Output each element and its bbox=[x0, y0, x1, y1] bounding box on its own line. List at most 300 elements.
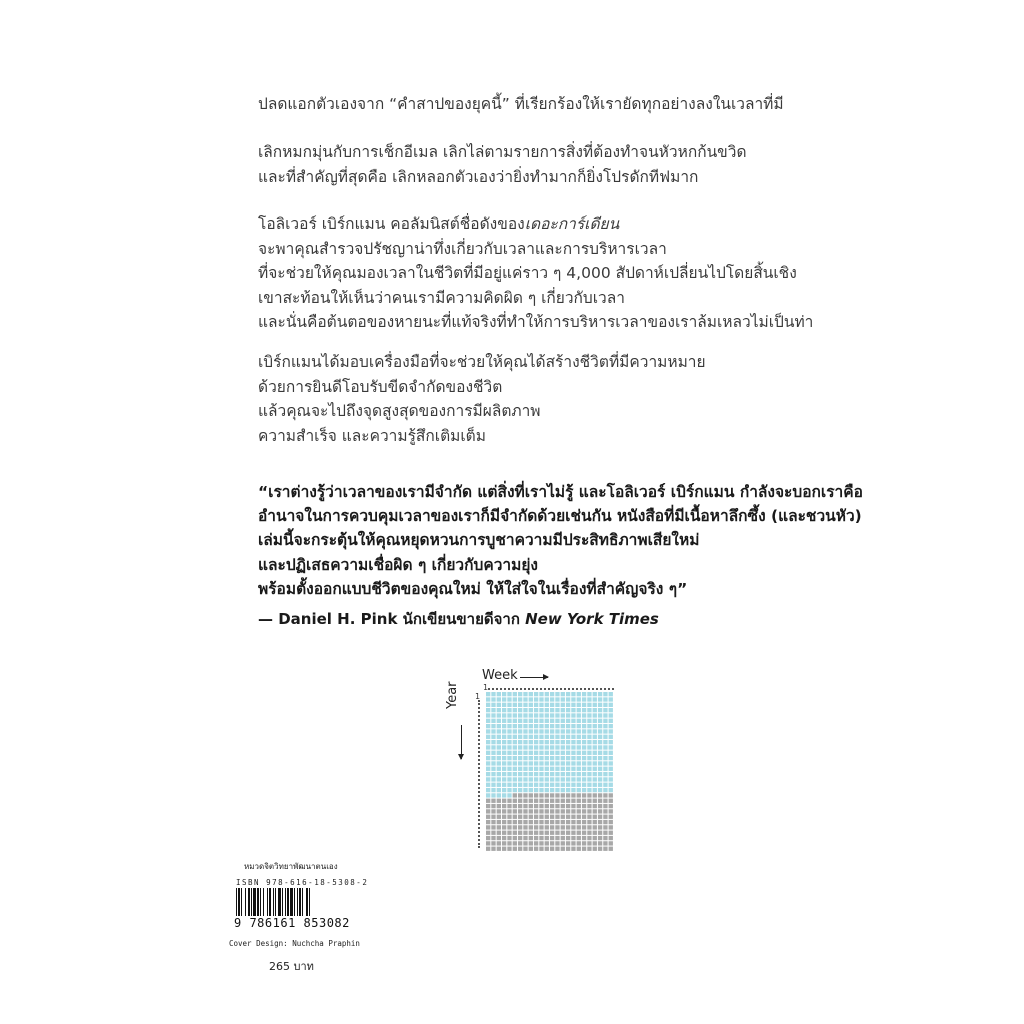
week-cell-lived bbox=[550, 703, 554, 707]
week-cell-lived bbox=[491, 697, 495, 701]
week-cell-lived bbox=[497, 735, 501, 739]
week-cell-lived bbox=[587, 767, 591, 771]
week-cell-lived bbox=[502, 724, 506, 728]
week-cell-lived bbox=[550, 777, 554, 781]
week-cell-lived bbox=[582, 724, 586, 728]
week-cell-lived bbox=[593, 788, 597, 792]
week-cell-lived bbox=[518, 724, 522, 728]
week-cell-lived bbox=[523, 777, 527, 781]
week-cell-lived bbox=[593, 729, 597, 733]
week-cell-lived bbox=[486, 777, 490, 781]
week-cell-remaining bbox=[587, 804, 591, 808]
week-cell-lived bbox=[545, 692, 549, 696]
week-cell-lived bbox=[513, 788, 517, 792]
week-cell-remaining bbox=[502, 841, 506, 845]
week-cell-lived bbox=[582, 713, 586, 717]
week-cell-lived bbox=[545, 783, 549, 787]
week-cell-remaining bbox=[534, 831, 538, 835]
week-cell-lived bbox=[529, 719, 533, 723]
week-cell-lived bbox=[523, 756, 527, 760]
week-cell-lived bbox=[545, 735, 549, 739]
week-cell-remaining bbox=[561, 841, 565, 845]
week-cell-remaining bbox=[582, 793, 586, 797]
week-cell-remaining bbox=[555, 815, 559, 819]
barcode-bar bbox=[282, 888, 283, 916]
week-cell-remaining bbox=[518, 836, 522, 840]
week-cell-lived bbox=[582, 697, 586, 701]
week-cell-lived bbox=[609, 783, 613, 787]
week-cell-lived bbox=[529, 767, 533, 771]
week-cell-lived bbox=[566, 772, 570, 776]
week-cell-lived bbox=[523, 788, 527, 792]
week-cell-lived bbox=[497, 788, 501, 792]
week-cell-lived bbox=[571, 772, 575, 776]
week-cell-lived bbox=[486, 783, 490, 787]
week-cell-remaining bbox=[523, 815, 527, 819]
week-cell-lived bbox=[534, 745, 538, 749]
quote-line: พร้อมตั้งออกแบบชีวิตของคุณใหม่ ให้ใส่ใจในเรื่องที่สำคัญจริง ๆ” bbox=[258, 579, 688, 598]
week-cell-remaining bbox=[518, 831, 522, 835]
week-cell-lived bbox=[539, 783, 543, 787]
week-cell-lived bbox=[507, 761, 511, 765]
week-cell-remaining bbox=[561, 836, 565, 840]
week-cell-remaining bbox=[539, 847, 543, 851]
week-cell-lived bbox=[497, 724, 501, 728]
barcode-bar bbox=[260, 888, 261, 916]
barcode-bar bbox=[251, 888, 252, 916]
week-cell-lived bbox=[534, 767, 538, 771]
week-cell-lived bbox=[518, 703, 522, 707]
week-cell-lived bbox=[571, 708, 575, 712]
week-cell-remaining bbox=[513, 847, 517, 851]
week-cell-lived bbox=[523, 740, 527, 744]
week-cell-lived bbox=[518, 692, 522, 696]
week-cell-remaining bbox=[587, 809, 591, 813]
week-cell-remaining bbox=[502, 820, 506, 824]
book-category: หมวดจิตวิทยาพัฒนาตนเอง bbox=[244, 862, 338, 871]
week-cell-remaining bbox=[529, 847, 533, 851]
week-cell-remaining bbox=[593, 804, 597, 808]
barcode-bar bbox=[245, 888, 246, 916]
week-cell-lived bbox=[603, 788, 607, 792]
week-cell-lived bbox=[502, 692, 506, 696]
week-cell-remaining bbox=[577, 847, 581, 851]
week-cell-lived bbox=[550, 756, 554, 760]
week-cell-remaining bbox=[523, 793, 527, 797]
week-cell-lived bbox=[534, 697, 538, 701]
week-cell-lived bbox=[577, 735, 581, 739]
week-cell-remaining bbox=[566, 804, 570, 808]
week-cell-remaining bbox=[534, 809, 538, 813]
week-cell-lived bbox=[539, 713, 543, 717]
week-cell-remaining bbox=[598, 836, 602, 840]
week-cell-lived bbox=[609, 767, 613, 771]
week-cell-remaining bbox=[529, 825, 533, 829]
week-cell-lived bbox=[550, 713, 554, 717]
week-cell-lived bbox=[513, 767, 517, 771]
week-cell-remaining bbox=[566, 815, 570, 819]
week-cell-lived bbox=[523, 767, 527, 771]
week-cell-remaining bbox=[609, 841, 613, 845]
attribution-text: — Daniel H. Pink นักเขียนขายดีจาก bbox=[258, 610, 526, 628]
week-cell-remaining bbox=[507, 841, 511, 845]
week-cell-remaining bbox=[497, 815, 501, 819]
week-cell-lived bbox=[577, 719, 581, 723]
week-cell-lived bbox=[555, 724, 559, 728]
week-cell-lived bbox=[513, 745, 517, 749]
week-cell-lived bbox=[507, 708, 511, 712]
week-cell-lived bbox=[513, 761, 517, 765]
week-cell-lived bbox=[534, 703, 538, 707]
week-cell-lived bbox=[507, 783, 511, 787]
week-cell-lived bbox=[545, 767, 549, 771]
week-cell-remaining bbox=[497, 820, 501, 824]
week-cell-remaining bbox=[603, 820, 607, 824]
week-cell-remaining bbox=[534, 799, 538, 803]
week-cell-remaining bbox=[609, 836, 613, 840]
week-cell-lived bbox=[603, 772, 607, 776]
week-cell-remaining bbox=[497, 841, 501, 845]
week-cell-lived bbox=[566, 761, 570, 765]
week-cell-remaining bbox=[518, 804, 522, 808]
week-cell-lived bbox=[550, 783, 554, 787]
week-cell-remaining bbox=[513, 841, 517, 845]
week-cell-lived bbox=[555, 772, 559, 776]
week-cell-remaining bbox=[577, 793, 581, 797]
week-cell-lived bbox=[497, 745, 501, 749]
week-cell-lived bbox=[598, 756, 602, 760]
week-cell-lived bbox=[566, 703, 570, 707]
week-cell-remaining bbox=[550, 825, 554, 829]
week-cell-lived bbox=[534, 751, 538, 755]
quote-line: อำนาจในการควบคุมเวลาของเราก็มีจำกัดด้วยเช่นกัน หนังสือที่มีเนื้อหาลึกซึ้ง (และชวนหัว) bbox=[258, 507, 862, 526]
week-cell-lived bbox=[539, 735, 543, 739]
week-cell-lived bbox=[545, 708, 549, 712]
week-cell-remaining bbox=[534, 793, 538, 797]
week-cell-lived bbox=[486, 761, 490, 765]
week-cell-remaining bbox=[587, 799, 591, 803]
week-cell-remaining bbox=[603, 793, 607, 797]
week-cell-lived bbox=[582, 729, 586, 733]
week-cell-lived bbox=[497, 729, 501, 733]
week-cell-lived bbox=[609, 745, 613, 749]
blurb-line: และนั่นคือต้นตอของหายนะที่แท้จริงที่ทำให้การบริหารเวลาของเราล้มเหลวไม่เป็นท่า bbox=[258, 313, 814, 331]
week-cell-remaining bbox=[561, 804, 565, 808]
week-cell-remaining bbox=[518, 815, 522, 819]
week-cell-remaining bbox=[603, 825, 607, 829]
week-cell-lived bbox=[491, 703, 495, 707]
week-cell-remaining bbox=[529, 804, 533, 808]
down-arrow-icon bbox=[461, 725, 462, 759]
week-cell-remaining bbox=[513, 820, 517, 824]
week-cell-remaining bbox=[491, 847, 495, 851]
week-cell-lived bbox=[550, 719, 554, 723]
attribution-publication: New York Times bbox=[525, 610, 659, 628]
week-cell-remaining bbox=[539, 836, 543, 840]
week-cell-lived bbox=[545, 751, 549, 755]
week-cell-remaining bbox=[603, 804, 607, 808]
week-cell-remaining bbox=[587, 836, 591, 840]
week-cell-remaining bbox=[555, 841, 559, 845]
week-cell-lived bbox=[486, 708, 490, 712]
week-cell-lived bbox=[507, 751, 511, 755]
week-cell-remaining bbox=[486, 809, 490, 813]
week-cell-lived bbox=[497, 761, 501, 765]
week-cell-lived bbox=[561, 788, 565, 792]
week-cell-remaining bbox=[571, 836, 575, 840]
week-cell-remaining bbox=[545, 799, 549, 803]
week-cell-lived bbox=[513, 692, 517, 696]
week-cell-lived bbox=[529, 772, 533, 776]
week-cell-lived bbox=[486, 692, 490, 696]
week-cell-remaining bbox=[507, 809, 511, 813]
week-cell-lived bbox=[561, 719, 565, 723]
week-cell-remaining bbox=[507, 831, 511, 835]
week-cell-lived bbox=[523, 772, 527, 776]
week-cell-lived bbox=[539, 788, 543, 792]
week-cell-remaining bbox=[486, 841, 490, 845]
week-cell-lived bbox=[561, 735, 565, 739]
week-cell-lived bbox=[582, 735, 586, 739]
week-cell-remaining bbox=[529, 831, 533, 835]
week-cell-lived bbox=[497, 692, 501, 696]
barcode-bar bbox=[290, 888, 293, 916]
week-cell-lived bbox=[491, 729, 495, 733]
week-cell-remaining bbox=[561, 799, 565, 803]
week-cell-remaining bbox=[529, 820, 533, 824]
week-cell-remaining bbox=[566, 836, 570, 840]
week-cell-remaining bbox=[523, 831, 527, 835]
week-cell-lived bbox=[518, 708, 522, 712]
week-cell-lived bbox=[561, 724, 565, 728]
week-cell-lived bbox=[523, 708, 527, 712]
week-cell-lived bbox=[497, 772, 501, 776]
week-cell-lived bbox=[502, 772, 506, 776]
week-cell-remaining bbox=[545, 831, 549, 835]
week-cell-lived bbox=[609, 751, 613, 755]
blurb-line: เบิร์กแมนได้มอบเครื่องมือที่จะช่วยให้คุณได้สร้างชีวิตที่มีความหมาย bbox=[258, 353, 706, 371]
week-cell-lived bbox=[577, 724, 581, 728]
week-cell-lived bbox=[491, 777, 495, 781]
week-cell-lived bbox=[539, 745, 543, 749]
week-cell-lived bbox=[555, 740, 559, 744]
blurb-line: ด้วยการยินดีโอบรับขีดจำกัดของชีวิต bbox=[258, 377, 503, 396]
week-cell-lived bbox=[486, 724, 490, 728]
week-cell-lived bbox=[550, 708, 554, 712]
week-cell-remaining bbox=[593, 799, 597, 803]
week-cell-remaining bbox=[539, 804, 543, 808]
week-cell-lived bbox=[593, 745, 597, 749]
week-cell-lived bbox=[566, 692, 570, 696]
week-cell-remaining bbox=[550, 799, 554, 803]
week-cell-remaining bbox=[491, 820, 495, 824]
week-cell-lived bbox=[598, 697, 602, 701]
week-cell-lived bbox=[566, 697, 570, 701]
week-cell-lived bbox=[497, 719, 501, 723]
week-cell-lived bbox=[561, 740, 565, 744]
week-cell-lived bbox=[571, 745, 575, 749]
week-cell-lived bbox=[507, 772, 511, 776]
week-cell-remaining bbox=[587, 831, 591, 835]
week-cell-lived bbox=[529, 745, 533, 749]
week-cell-lived bbox=[566, 756, 570, 760]
week-cell-lived bbox=[529, 783, 533, 787]
week-cell-lived bbox=[577, 745, 581, 749]
week-cell-remaining bbox=[529, 799, 533, 803]
week-cell-remaining bbox=[571, 809, 575, 813]
week-cell-lived bbox=[561, 708, 565, 712]
week-cell-remaining bbox=[609, 815, 613, 819]
week-cell-lived bbox=[582, 788, 586, 792]
week-cell-remaining bbox=[555, 831, 559, 835]
week-cell-remaining bbox=[497, 847, 501, 851]
week-cell-lived bbox=[491, 735, 495, 739]
week-cell-lived bbox=[587, 729, 591, 733]
week-cell-lived bbox=[523, 697, 527, 701]
week-cell-lived bbox=[486, 751, 490, 755]
week-cell-lived bbox=[502, 735, 506, 739]
week-cell-remaining bbox=[561, 825, 565, 829]
week-cell-lived bbox=[491, 724, 495, 728]
week-cell-lived bbox=[598, 761, 602, 765]
barcode-bar bbox=[297, 888, 298, 916]
year-dotted-axis bbox=[478, 700, 480, 848]
week-cell-remaining bbox=[577, 815, 581, 819]
week-cell-remaining bbox=[587, 793, 591, 797]
week-cell-lived bbox=[491, 745, 495, 749]
week-cell-remaining bbox=[593, 847, 597, 851]
week-cell-remaining bbox=[523, 836, 527, 840]
week-cell-lived bbox=[497, 783, 501, 787]
week-cell-lived bbox=[529, 777, 533, 781]
week-cell-remaining bbox=[571, 820, 575, 824]
week-cell-lived bbox=[593, 783, 597, 787]
blurb-line bbox=[258, 212, 813, 237]
week-cell-remaining bbox=[577, 804, 581, 808]
week-cell-remaining bbox=[598, 815, 602, 819]
week-cell-lived bbox=[555, 729, 559, 733]
week-cell-lived bbox=[582, 708, 586, 712]
week-cell-remaining bbox=[507, 820, 511, 824]
week-cell-lived bbox=[571, 783, 575, 787]
week-cell-lived bbox=[555, 783, 559, 787]
week-cell-lived bbox=[523, 703, 527, 707]
week-cell-lived bbox=[571, 751, 575, 755]
week-cell-lived bbox=[561, 692, 565, 696]
week-cell-lived bbox=[593, 761, 597, 765]
week-cell-remaining bbox=[566, 831, 570, 835]
week-cell-lived bbox=[561, 745, 565, 749]
week-cell-lived bbox=[593, 724, 597, 728]
week-cell-lived bbox=[486, 713, 490, 717]
week-cell-lived bbox=[550, 788, 554, 792]
week-cell-lived bbox=[518, 777, 522, 781]
week-cell-lived bbox=[577, 713, 581, 717]
week-cell-lived bbox=[603, 713, 607, 717]
week-cell-lived bbox=[587, 751, 591, 755]
week-cell-lived bbox=[545, 756, 549, 760]
week-cell-lived bbox=[593, 735, 597, 739]
price-label: 265 บาท bbox=[269, 960, 314, 973]
week-cell-lived bbox=[571, 719, 575, 723]
week-cell-lived bbox=[518, 772, 522, 776]
week-cell-remaining bbox=[502, 804, 506, 808]
week-cell-lived bbox=[555, 697, 559, 701]
week-cell-lived bbox=[609, 713, 613, 717]
barcode-bar bbox=[273, 888, 274, 916]
week-cell-remaining bbox=[566, 841, 570, 845]
week-cell-lived bbox=[561, 756, 565, 760]
week-cell-remaining bbox=[518, 847, 522, 851]
week-cell-lived bbox=[486, 729, 490, 733]
week-cell-remaining bbox=[529, 793, 533, 797]
week-cell-lived bbox=[598, 703, 602, 707]
week-cell-remaining bbox=[486, 815, 490, 819]
week-cell-lived bbox=[513, 756, 517, 760]
week-cell-lived bbox=[502, 697, 506, 701]
week-cell-lived bbox=[555, 735, 559, 739]
week-cell-lived bbox=[577, 703, 581, 707]
week-cell-remaining bbox=[598, 809, 602, 813]
week-cell-remaining bbox=[507, 799, 511, 803]
week-cell-lived bbox=[529, 729, 533, 733]
week-cell-lived bbox=[566, 724, 570, 728]
week-cell-lived bbox=[491, 788, 495, 792]
right-arrow-icon bbox=[520, 677, 548, 678]
week-cell-lived bbox=[609, 777, 613, 781]
week-cell-remaining bbox=[513, 825, 517, 829]
week-cell-lived bbox=[545, 761, 549, 765]
week-cell-lived bbox=[507, 740, 511, 744]
week-cell-remaining bbox=[518, 841, 522, 845]
week-cell-lived bbox=[513, 772, 517, 776]
week-cell-remaining bbox=[561, 831, 565, 835]
week-cell-remaining bbox=[593, 831, 597, 835]
week-cell-lived bbox=[507, 745, 511, 749]
week-cell-lived bbox=[587, 756, 591, 760]
week-cell-lived bbox=[598, 788, 602, 792]
week-cell-lived bbox=[502, 783, 506, 787]
week-cell-lived bbox=[577, 740, 581, 744]
week-cell-lived bbox=[507, 793, 511, 797]
week-cell-remaining bbox=[598, 793, 602, 797]
week-cell-remaining bbox=[550, 815, 554, 819]
week-cell-lived bbox=[555, 703, 559, 707]
week-cell-lived bbox=[603, 777, 607, 781]
week-cell-lived bbox=[545, 729, 549, 733]
week-cell-lived bbox=[534, 719, 538, 723]
week-cell-remaining bbox=[486, 825, 490, 829]
week-cell-lived bbox=[523, 751, 527, 755]
week-cell-remaining bbox=[561, 815, 565, 819]
week-cell-lived bbox=[502, 745, 506, 749]
barcode-bar bbox=[299, 888, 301, 916]
week-cell-remaining bbox=[582, 820, 586, 824]
week-cell-remaining bbox=[593, 841, 597, 845]
week-cell-lived bbox=[529, 692, 533, 696]
week-cell-remaining bbox=[550, 820, 554, 824]
week-cell-lived bbox=[598, 740, 602, 744]
week-cell-remaining bbox=[491, 804, 495, 808]
week-cell-remaining bbox=[507, 804, 511, 808]
week-axis-label: Week bbox=[482, 668, 518, 683]
week-cell-lived bbox=[502, 729, 506, 733]
barcode-bar bbox=[241, 888, 242, 916]
week-cell-lived bbox=[561, 772, 565, 776]
week-cell-remaining bbox=[609, 847, 613, 851]
week-cell-lived bbox=[518, 740, 522, 744]
week-cell-lived bbox=[609, 772, 613, 776]
